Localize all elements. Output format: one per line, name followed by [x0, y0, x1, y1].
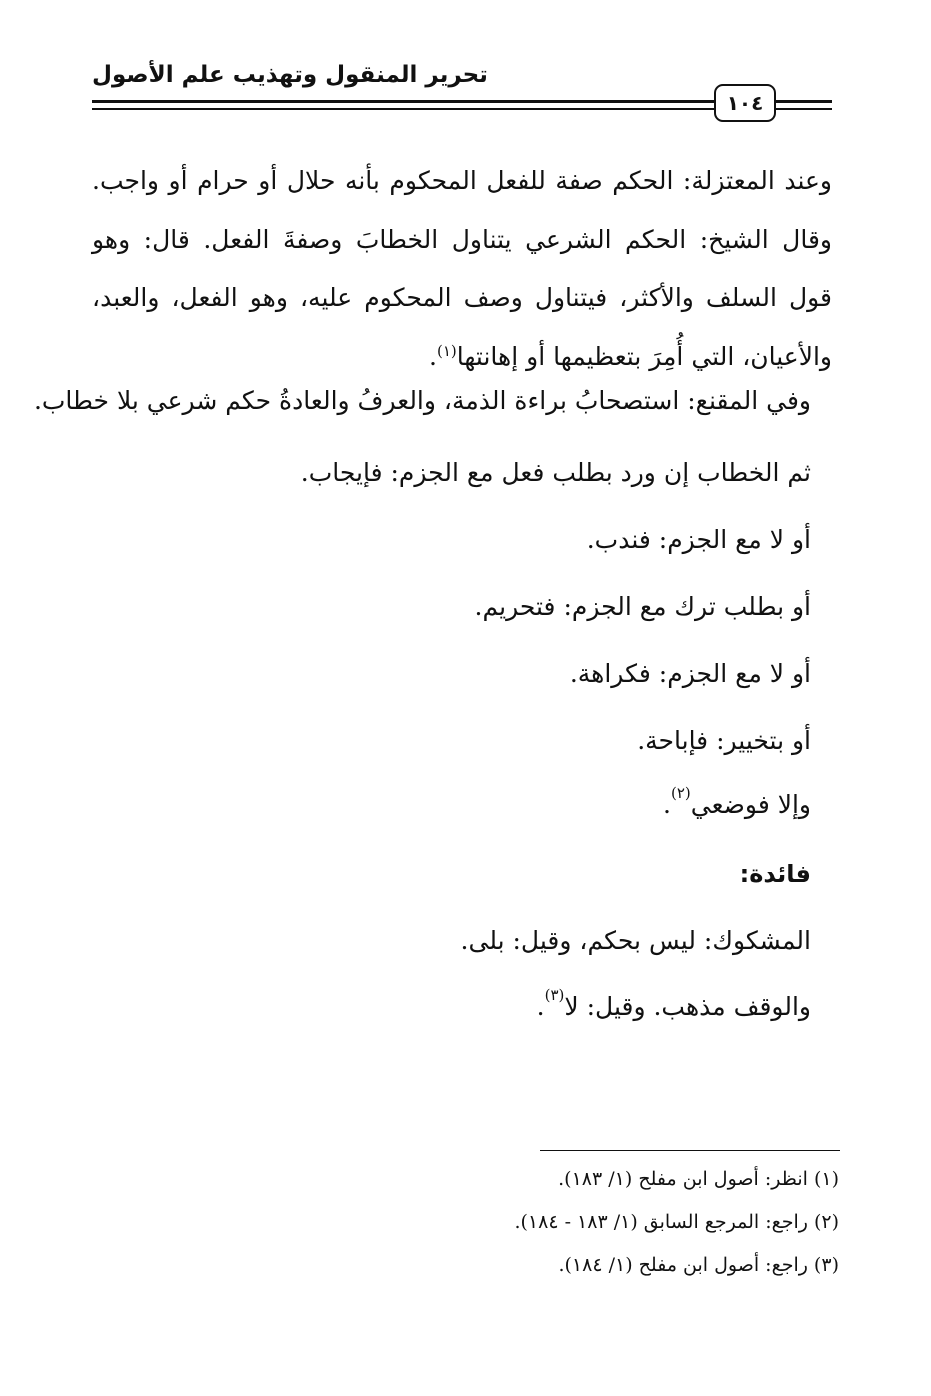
footnote-separator — [540, 1150, 840, 1151]
header-rule-top — [92, 100, 714, 103]
footnote-ref-2: (٢) — [671, 784, 691, 802]
footnote-1: (١) انظر: أصول ابن مفلح (١/ ١٨٣). — [558, 1168, 839, 1190]
section-heading-faida: فائدة: — [739, 860, 811, 888]
footnote-3: (٣) راجع: أصول ابن مفلح (١/ ١٨٤). — [558, 1254, 839, 1276]
footnote-ref-3: (٣) — [544, 986, 565, 1004]
paragraph-definition — [92, 152, 832, 386]
header-rule-right-bottom — [774, 108, 832, 110]
text-line-ijab: ثم الخطاب إن ورد بطلب فعل مع الجزم: فإيجاب. — [300, 458, 811, 487]
header-rule-right-top — [774, 100, 832, 103]
page-header — [92, 60, 832, 120]
text-line-ibaha: أو بتخيير: فإباحة. — [637, 726, 811, 755]
text-line-mashkuk: المشكوك: ليس بحكم، وقيل: بلى. — [460, 926, 811, 955]
book-title: تحرير المنقول وتهذيب علم الأصول — [92, 62, 488, 88]
text-line-muqni: وفي المقنع: استصحابُ براءة الذمة، والعرفُ والعادةُ حكم شرعي بلا خطاب. — [33, 386, 811, 415]
wadi-text: وإلا فوضعي — [690, 790, 811, 819]
wadi-end: . — [663, 790, 671, 819]
text-line-karaha: أو لا مع الجزم: فكراهة. — [569, 659, 811, 688]
text-line-wadi — [60, 784, 811, 819]
paragraph-text: وعند المعتزلة: الحكم صفة للفعل المحكوم بأنه حلال أو حرام أو واجب. وقال الشيخ: الحكم الشرعي يتناول الخطابَ وصفةَ الفعل. قال: وهو قول السلف والأكثر، فيتناول وصف المحكوم عليه، وهو الفعل، والعبد، والأعيان، التي أُمِرَ بتعظيمها أو إهانتها — [92, 166, 832, 371]
waqf-text: والوقف مذهب. وقيل: لا — [564, 992, 811, 1021]
text-line-tahrim: أو بطلب ترك مع الجزم: فتحريم. — [474, 592, 811, 621]
paragraph-end: . — [429, 341, 437, 371]
header-rule-bottom — [92, 108, 714, 110]
footnote-ref-1: (١) — [437, 341, 457, 360]
text-line-waqf — [60, 986, 811, 1021]
waqf-end: . — [536, 992, 545, 1021]
footnote-2: (٢) راجع: المرجع السابق (١/ ١٨٣ - ١٨٤). — [514, 1211, 839, 1233]
page-number: ١٠٤ — [714, 84, 776, 122]
text-line-nadb: أو لا مع الجزم: فندب. — [586, 525, 811, 554]
